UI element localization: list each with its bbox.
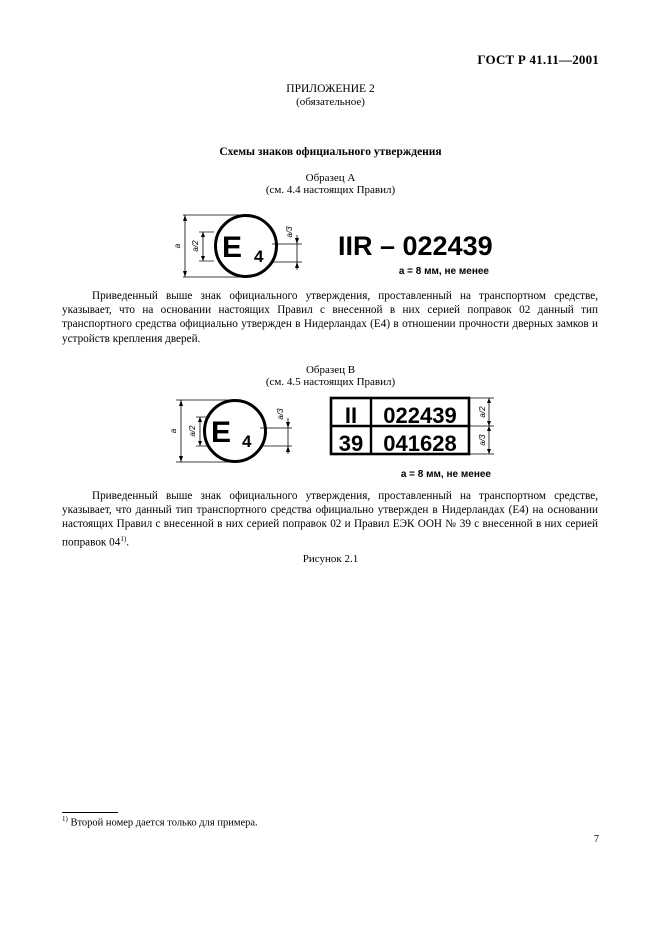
approval-mark-a [173,215,302,277]
dim-a2-label: a/2 [188,425,197,437]
sample-a-title: Образец А [305,172,356,184]
dim-a-label: a [173,243,182,249]
sample-b-title: Образец В [305,364,356,376]
dim-a2-label: a/2 [191,240,200,252]
sample-b-paragraph [62,489,598,550]
page-number: 7 [594,834,599,845]
footnote-text: Второй номер дается только для примера. [67,817,258,829]
dim-a-label: a [169,428,178,434]
figure-caption: Рисунок 2.1 [302,553,359,565]
mark-number: 4 [254,247,264,266]
annex-status: (обязательное) [296,96,365,108]
dim-a3-label: a/3 [285,226,294,238]
sample-b-figure [0,390,661,485]
dim-a3-label: a/3 [276,408,285,420]
sample-b-paragraph-text: Приведенный выше знак официального утверждения, проставленный на транспортном средстве, указывает, что данный тип транспортного средства официально утвержден в Нидерландах (E4) на основании настоящих Правил с внесенной в них серией поправок 02 и Правил ЕЭК ООН № 39 с внесенной в них серией поправок 04 [62,490,598,549]
approval-table [331,398,494,456]
approval-number-text: IIR – 022439 [338,231,493,261]
mark-number: 4 [242,432,252,451]
sample-b-paragraph-end: . [126,536,129,549]
table-dim-a3-label: a/3 [478,434,487,446]
size-note: a = 8 мм, не менее [400,469,491,480]
table-row-2-number: 041628 [383,431,457,456]
table-row-1-series: II [344,403,358,428]
mark-letter: E [211,416,232,449]
section-title: Схемы знаков официального утверждения [219,146,442,158]
size-note: a = 8 мм, не менее [398,266,489,277]
footnote-reference: 1) [120,534,127,543]
sample-a-figure [0,200,661,280]
mark-letter: E [222,231,243,264]
table-dim-a2-label: a/2 [478,406,487,418]
table-row-1-number: 022439 [383,403,457,428]
footnote [62,815,258,829]
sample-a-paragraph: Приведенный выше знак официального утверждения, проставленный на транспортном средстве, указывает, что на основании настоящих Правил с внесенной в них серией поправок 02 данный тип транспортного средства официально утвержден в Нидерландах (E4) в отношении прочности дверных замков и устройств крепления дверей. [62,290,598,345]
annex-title: ПРИЛОЖЕНИЕ 2 [286,83,375,95]
table-row-2-series: 39 [338,431,364,456]
approval-mark-b [169,400,292,462]
sample-a-reference: (см. 4.4 настоящих Правил) [265,184,396,196]
footnote-divider [62,812,118,813]
sample-b-reference: (см. 4.5 настоящих Правил) [265,376,396,388]
footnote-mark: 1) [62,815,68,823]
document-code: ГОСТ Р 41.11—2001 [477,52,599,67]
